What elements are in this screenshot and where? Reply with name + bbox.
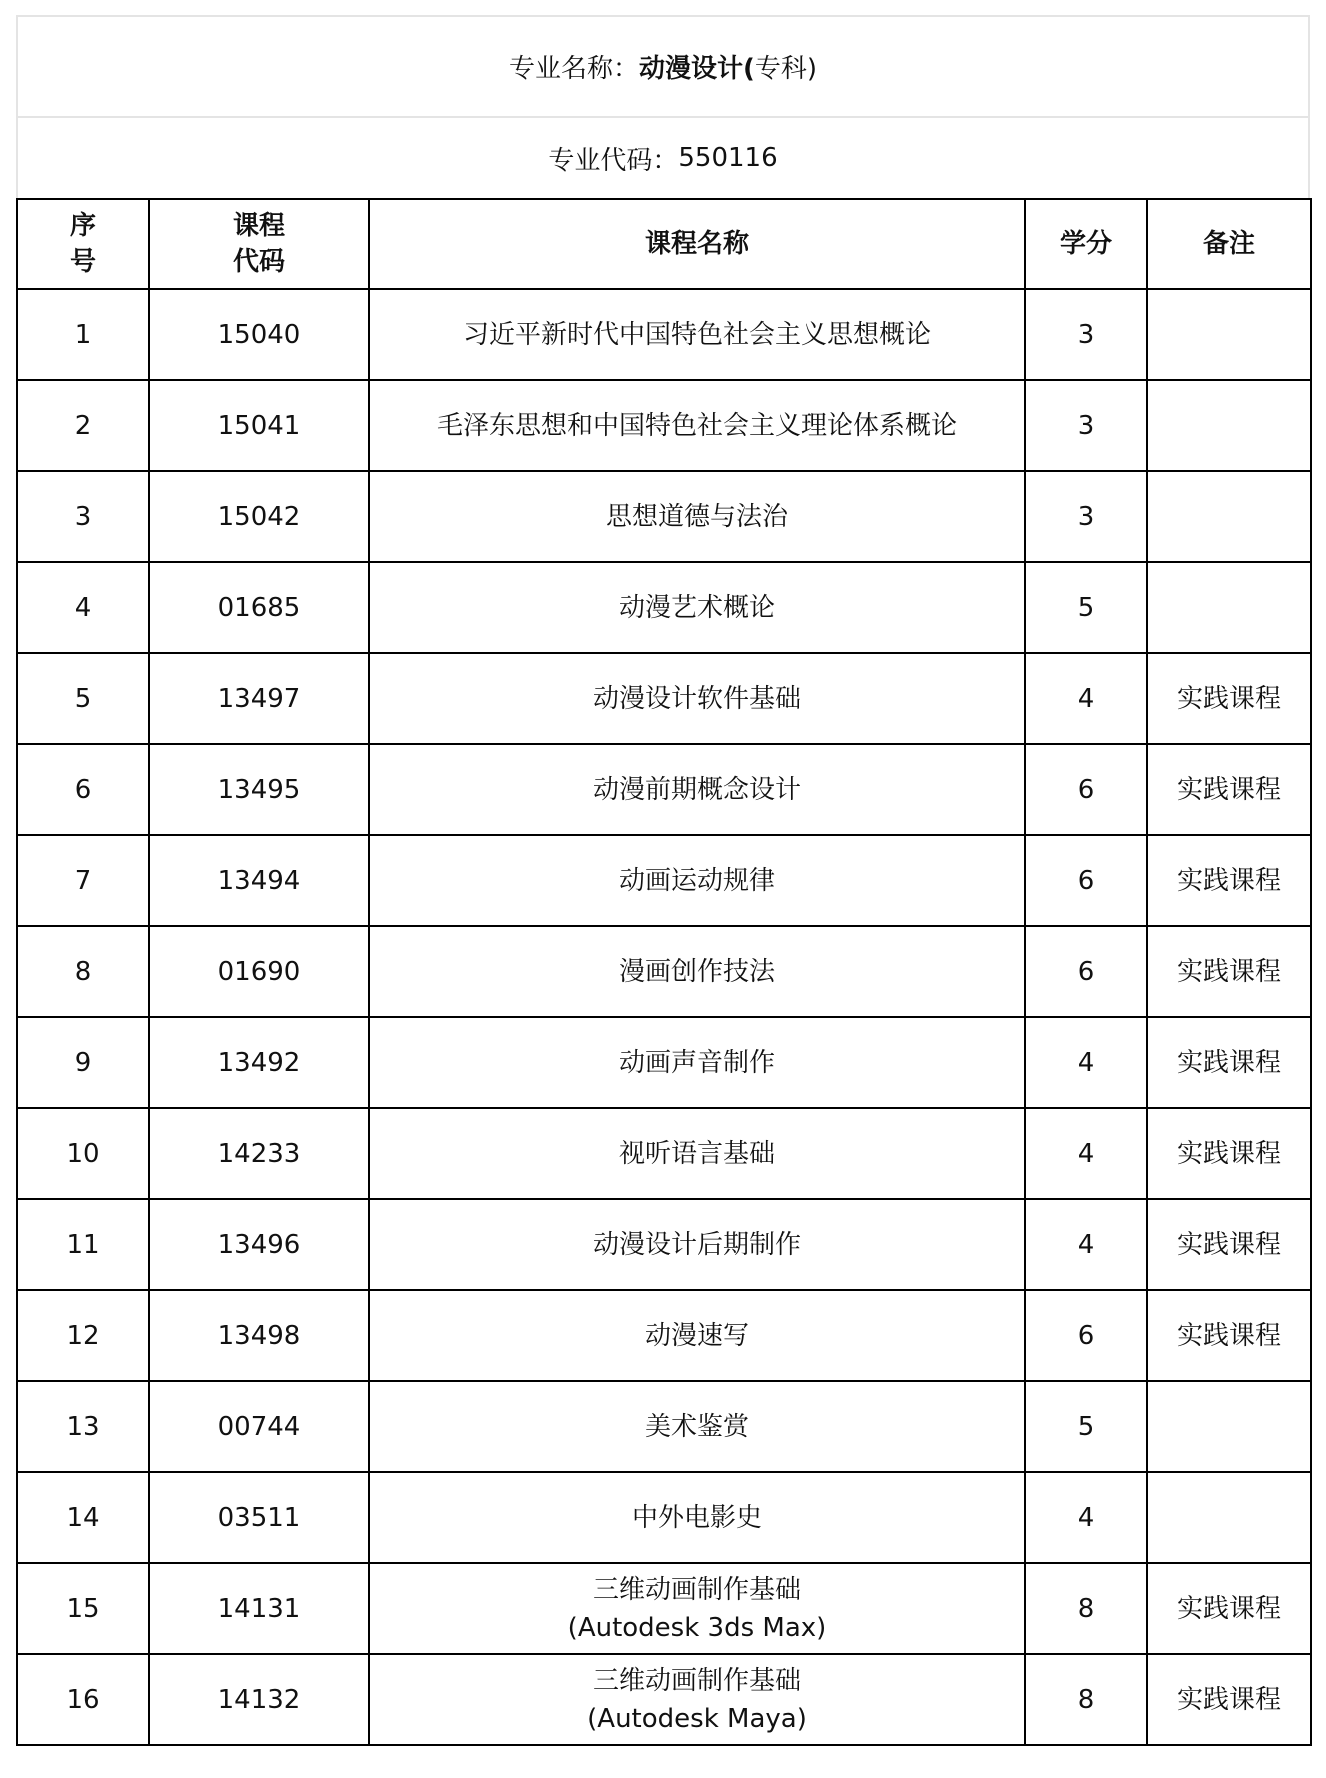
major-name-row <box>16 15 1310 116</box>
cell-code: 13492 <box>149 1017 369 1108</box>
cell-no: 3 <box>17 471 149 562</box>
cell-name <box>369 744 1025 835</box>
cell-no: 1 <box>17 289 149 380</box>
cell-note <box>1147 562 1311 653</box>
course-name: 动画声音制作 <box>618 1047 775 1078</box>
cell-no: 12 <box>17 1290 149 1381</box>
cell-no: 13 <box>17 1381 149 1472</box>
table-row <box>17 1654 1311 1745</box>
cell-credit: 4 <box>1025 1108 1147 1199</box>
cell-note <box>1147 289 1311 380</box>
cell-code: 13494 <box>149 835 369 926</box>
cell-name <box>369 380 1025 471</box>
cell-no: 7 <box>17 835 149 926</box>
table-row <box>17 1199 1311 1290</box>
cell-name <box>369 835 1025 926</box>
cell-code: 01685 <box>149 562 369 653</box>
table-row <box>17 653 1311 744</box>
table-row <box>17 744 1311 835</box>
cell-note: 实践课程 <box>1147 1108 1311 1199</box>
major-name-value: 动漫设计( <box>638 54 755 84</box>
cell-code: 15042 <box>149 471 369 562</box>
cell-no: 2 <box>17 380 149 471</box>
course-table <box>16 198 1312 1746</box>
major-code-row <box>16 116 1310 198</box>
column-header-credit: 学分 <box>1025 199 1147 289</box>
cell-note <box>1147 1381 1311 1472</box>
table-row <box>17 835 1311 926</box>
cell-name <box>369 1017 1025 1108</box>
cell-name <box>369 653 1025 744</box>
cell-note: 实践课程 <box>1147 926 1311 1017</box>
table-row <box>17 471 1311 562</box>
cell-no: 6 <box>17 744 149 835</box>
cell-no: 14 <box>17 1472 149 1563</box>
cell-note: 实践课程 <box>1147 1563 1311 1654</box>
cell-no: 4 <box>17 562 149 653</box>
cell-note: 实践课程 <box>1147 1017 1311 1108</box>
course-name: 习近平新时代中国特色社会主义思想概论 <box>462 319 931 350</box>
table-row <box>17 1472 1311 1563</box>
cell-note: 实践课程 <box>1147 744 1311 835</box>
course-name: 三维动画制作基础 <box>592 1574 801 1605</box>
course-name: 三维动画制作基础 <box>592 1665 801 1696</box>
cell-no: 5 <box>17 653 149 744</box>
column-header-name: 课程名称 <box>369 199 1025 289</box>
table-body <box>17 289 1311 1745</box>
table-row <box>17 1290 1311 1381</box>
cell-credit: 4 <box>1025 1199 1147 1290</box>
major-level: 专科) <box>754 54 818 84</box>
cell-credit: 6 <box>1025 835 1147 926</box>
course-name: 美术鉴赏 <box>644 1411 749 1442</box>
cell-no: 16 <box>17 1654 149 1745</box>
cell-code: 14132 <box>149 1654 369 1745</box>
cell-code: 15041 <box>149 380 369 471</box>
cell-note: 实践课程 <box>1147 653 1311 744</box>
cell-credit: 3 <box>1025 380 1147 471</box>
cell-code: 13497 <box>149 653 369 744</box>
course-name: 思想道德与法治 <box>605 501 788 532</box>
course-name: 动漫速写 <box>644 1320 749 1351</box>
cell-no: 15 <box>17 1563 149 1654</box>
course-document <box>16 15 1310 1746</box>
cell-no: 9 <box>17 1017 149 1108</box>
column-header-code: 课程 代码 <box>149 199 369 289</box>
major-code-value: 550116 <box>678 143 778 173</box>
cell-name <box>369 1199 1025 1290</box>
cell-name <box>369 926 1025 1017</box>
course-name: 毛泽东思想和中国特色社会主义理论体系概论 <box>436 410 957 441</box>
course-name: 漫画创作技法 <box>618 956 775 987</box>
cell-note: 实践课程 <box>1147 1654 1311 1745</box>
cell-note <box>1147 471 1311 562</box>
cell-note: 实践课程 <box>1147 1199 1311 1290</box>
table-row <box>17 1017 1311 1108</box>
cell-credit: 5 <box>1025 1381 1147 1472</box>
cell-credit: 6 <box>1025 744 1147 835</box>
table-row <box>17 380 1311 471</box>
cell-credit: 8 <box>1025 1654 1147 1745</box>
major-name-label: 专业名称： <box>508 54 639 84</box>
cell-credit: 6 <box>1025 926 1147 1017</box>
course-name: 中外电影史 <box>631 1502 762 1533</box>
cell-no: 11 <box>17 1199 149 1290</box>
cell-note: 实践课程 <box>1147 1290 1311 1381</box>
course-name-sub: (Autodesk Maya) <box>587 1703 807 1734</box>
cell-name <box>369 1108 1025 1199</box>
cell-name <box>369 1290 1025 1381</box>
cell-name <box>369 289 1025 380</box>
cell-note <box>1147 1472 1311 1563</box>
course-name: 动画运动规律 <box>618 865 775 896</box>
course-name: 动漫前期概念设计 <box>592 774 801 805</box>
column-header-no: 序 号 <box>17 199 149 289</box>
table-row <box>17 1108 1311 1199</box>
cell-credit: 4 <box>1025 1017 1147 1108</box>
cell-code: 14233 <box>149 1108 369 1199</box>
cell-credit: 3 <box>1025 289 1147 380</box>
cell-note <box>1147 380 1311 471</box>
cell-name <box>369 1472 1025 1563</box>
cell-credit: 3 <box>1025 471 1147 562</box>
cell-note: 实践课程 <box>1147 835 1311 926</box>
cell-name <box>369 1654 1025 1745</box>
table-row <box>17 289 1311 380</box>
column-header-note: 备注 <box>1147 199 1311 289</box>
course-name-sub: (Autodesk 3ds Max) <box>567 1612 827 1643</box>
table-header-row <box>17 199 1311 289</box>
cell-name <box>369 1563 1025 1654</box>
cell-code: 13498 <box>149 1290 369 1381</box>
cell-credit: 5 <box>1025 562 1147 653</box>
cell-code: 03511 <box>149 1472 369 1563</box>
cell-code: 14131 <box>149 1563 369 1654</box>
cell-name <box>369 562 1025 653</box>
course-name: 动漫艺术概论 <box>618 592 775 623</box>
cell-code: 13496 <box>149 1199 369 1290</box>
cell-code: 00744 <box>149 1381 369 1472</box>
cell-code: 15040 <box>149 289 369 380</box>
major-code-label: 专业代码： <box>548 145 679 176</box>
table-row <box>17 926 1311 1017</box>
course-name: 动漫设计软件基础 <box>592 683 801 714</box>
cell-no: 8 <box>17 926 149 1017</box>
cell-name <box>369 1381 1025 1472</box>
table-row <box>17 562 1311 653</box>
cell-credit: 6 <box>1025 1290 1147 1381</box>
cell-credit: 8 <box>1025 1563 1147 1654</box>
cell-code: 01690 <box>149 926 369 1017</box>
cell-name <box>369 471 1025 562</box>
course-name: 视听语言基础 <box>618 1138 775 1169</box>
cell-no: 10 <box>17 1108 149 1199</box>
table-row <box>17 1381 1311 1472</box>
cell-code: 13495 <box>149 744 369 835</box>
cell-credit: 4 <box>1025 1472 1147 1563</box>
cell-credit: 4 <box>1025 653 1147 744</box>
table-row <box>17 1563 1311 1654</box>
course-name: 动漫设计后期制作 <box>592 1229 801 1260</box>
